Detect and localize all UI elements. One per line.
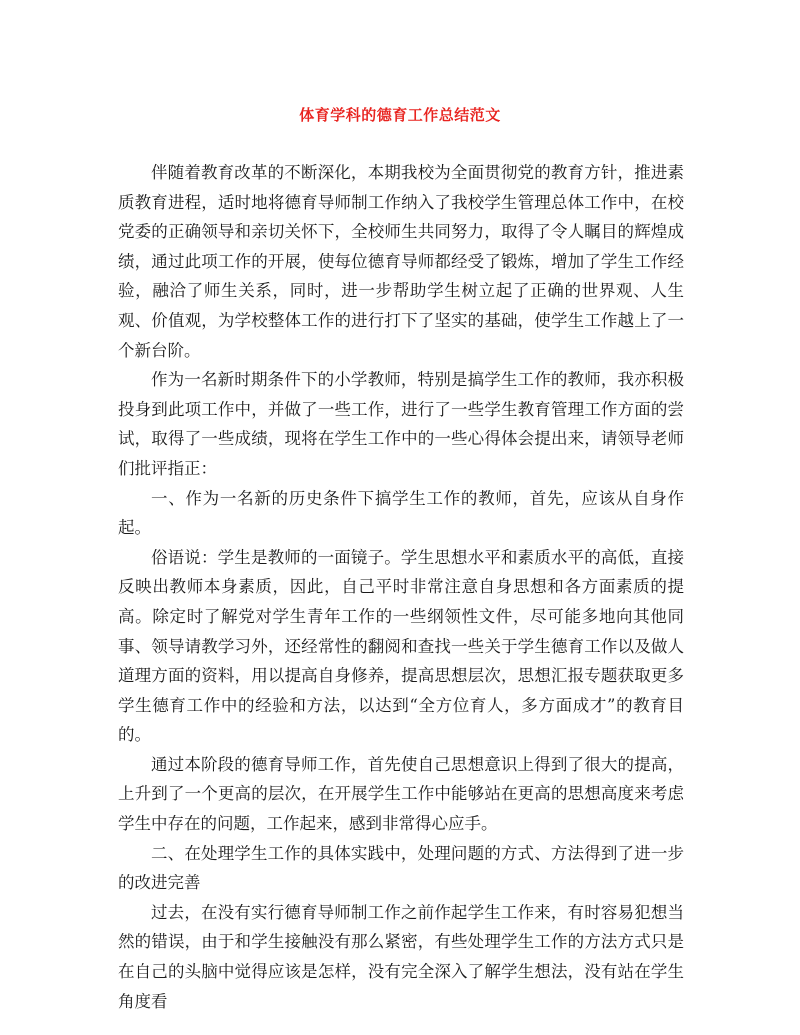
paragraph: 过去，在没有实行德育导师制工作之前作起学生工作来，有时容易犯想当然的错误，由于和学生接触没有那么紧密，有些处理学生工作的方法方式只是在自己的头脑中觉得应该是怎样，没有完全深入了解学生想法，没有站在学生角度看 bbox=[118, 902, 684, 1011]
document-title: 体育学科的德育工作总结范文 bbox=[299, 106, 501, 124]
document-body bbox=[118, 158, 684, 1016]
paragraph: 二、在处理学生工作的具体实践中，处理问题的方式、方法得到了进一步的改进完善 bbox=[118, 843, 684, 893]
paragraph: 一、作为一名新的历史条件下搞学生工作的教师，首先，应该从自身作起。 bbox=[118, 488, 684, 538]
paragraph: 俗语说：学生是教师的一面镜子。学生思想水平和素质水平的高低，直接反映出教师本身素质，因此，自己平时非常注意自身思想和各方面素质的提高。除定时了解党对学生青年工作的一些纲领性文件，尽可能多地向其他同事、领导请教学习外，还经常性的翻阅和查找一些关于学生德育工作以及做人道理方面的资料，用以提高自身修养，提高思想层次，思想汇报专题获取更多学生德育工作中的经验和方法，以达到“全方位育人，多方面成才”的教育目的。 bbox=[118, 547, 684, 745]
paragraph: 通过本阶段的德育导师工作，首先使自己思想意识上得到了很大的提高，上升到了一个更高的层次，在开展学生工作中能够站在更高的思想高度来考虑学生中存在的问题，工作起来，感到非常得心应手。 bbox=[118, 754, 684, 834]
paragraph: 作为一名新时期条件下的小学教师，特别是搞学生工作的教师，我亦积极投身到此项工作中，并做了一些工作，进行了一些学生教育管理工作方面的尝试，取得了一些成绩，现将在学生工作中的一些心得体会提出来，请领导老师们批评指正： bbox=[118, 370, 684, 478]
paragraph: 伴随着教育改革的不断深化，本期我校为全面贯彻党的教育方针，推进素质教育进程，适时地将德育导师制工作纳入了我校学生管理总体工作中，在校党委的正确领导和亲切关怀下，全校师生共同努力，取得了令人瞩目的辉煌成绩，通过此项工作的开展，使每位德育导师都经受了锻炼，增加了学生工作经验，融洽了师生关系，同时，进一步帮助学生树立起了正确的世界观、人生观、价值观，为学校整体工作的进行打下了坚实的基础，使学生工作越上了一个新台阶。 bbox=[118, 163, 684, 360]
